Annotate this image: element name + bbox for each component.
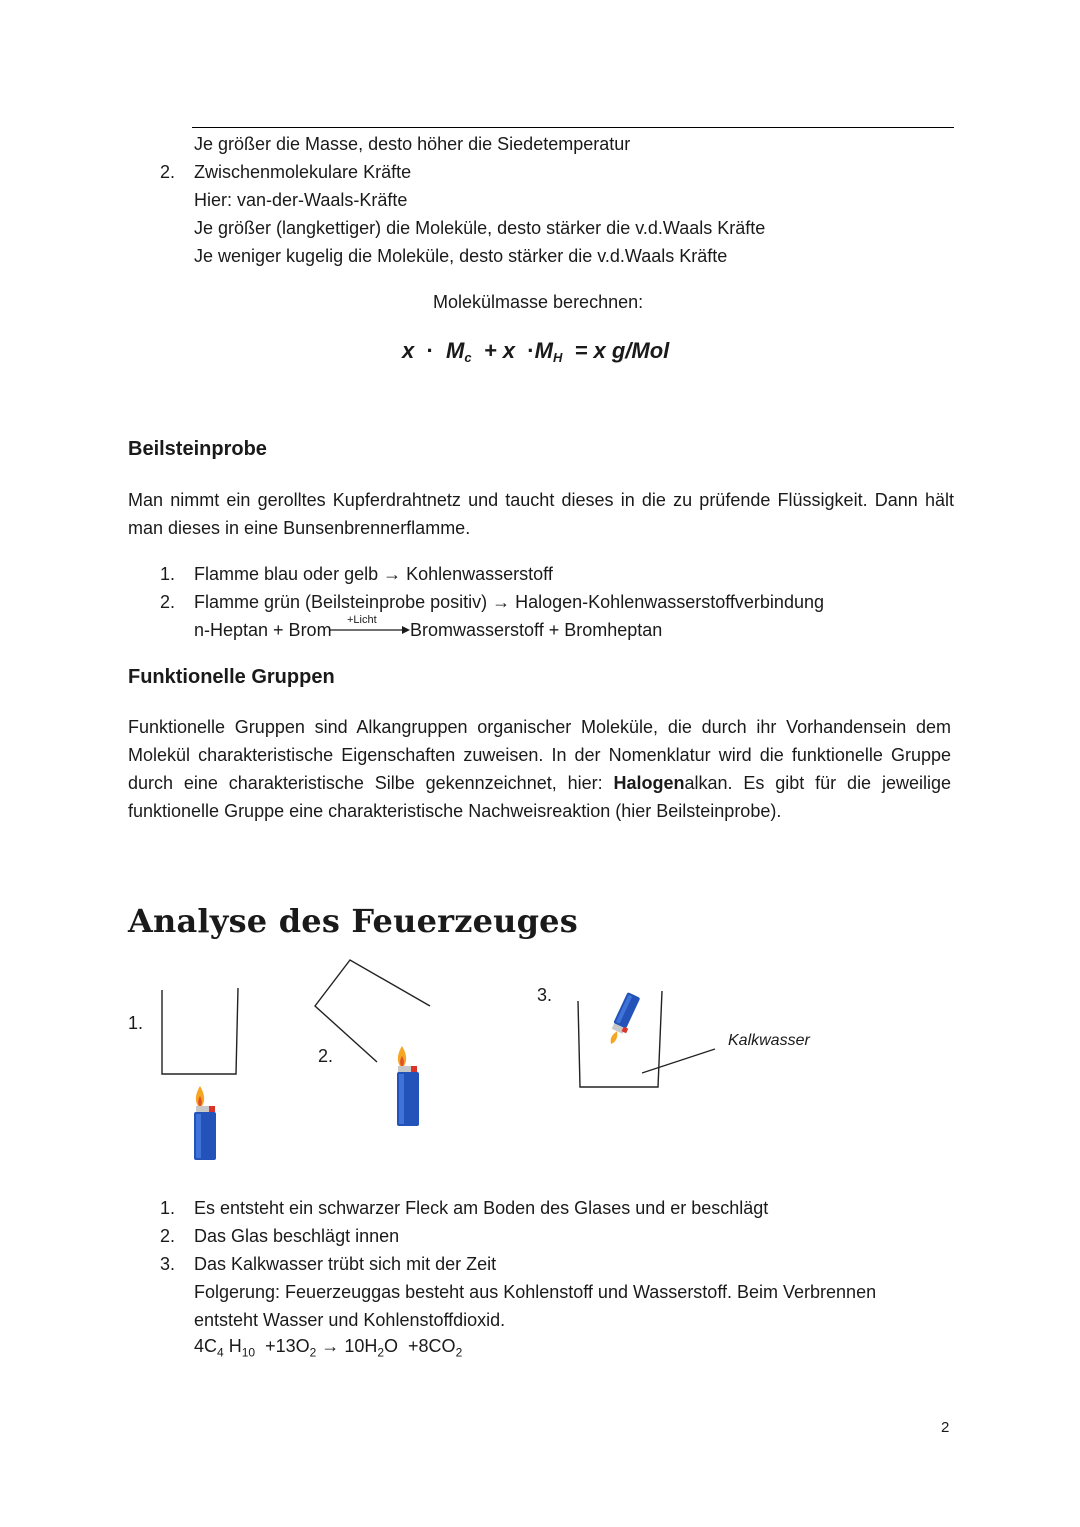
intermolecular-forces-title: Zwischenmolekulare Kräfte: [194, 162, 412, 182]
analysis-result-3: Das Kalkwasser trübt sich mit der Zeit: [194, 1254, 497, 1274]
list-number: 1.: [160, 564, 176, 584]
conclusion-line-1: Folgerung: Feuerzeuggas besteht aus Kohlenstoff und Wasserstoff. Beim Verbrennen: [194, 1282, 877, 1302]
figure-1-label: 1.: [128, 1013, 144, 1033]
combustion-equation: $4C_4$ $H_{10} +13O_2 \to 10H_2O +8CO_2$: [194, 1336, 463, 1360]
list-number: 3.: [160, 1254, 176, 1274]
lighter-icon: [194, 1086, 216, 1160]
van-der-waals-line: Hier: van-der-Waals-Kräfte: [194, 190, 408, 210]
list-number: 2.: [160, 162, 176, 182]
list-number: 1.: [160, 1198, 176, 1218]
pointer-line: [642, 1049, 715, 1073]
molecular-mass-formula: $x \cdot M_c + x \cdot M_H = x$ g/Mol: [402, 338, 670, 365]
top-rule: [192, 127, 954, 128]
reaction-condition: +Licht: [347, 614, 377, 626]
beilstein-result-2: Flamme grün (Beilsteinprobe positiv) → Halogen-Kohlenwasserstoffverbindung: [194, 592, 824, 612]
analysis-result-2: Das Glas beschlägt innen: [194, 1226, 400, 1246]
list-number: 2.: [160, 1226, 176, 1246]
beaker-icon: [578, 991, 662, 1087]
molecular-mass-label: Molekülmasse berechnen:: [433, 292, 644, 312]
spherical-line: Je weniger kugelig die Moleküle, desto stärker die v.d.Waals Kräfte: [194, 246, 728, 266]
reaction-reactants: n-Heptan + Brom: [194, 620, 332, 640]
beilstein-heading: Beilsteinprobe: [128, 438, 267, 460]
mass-boiling-line: Je größer die Masse, desto höher die Siedetemperatur: [194, 134, 631, 154]
beilstein-result-1: Flamme blau oder gelb → Kohlenwasserstoff: [194, 564, 553, 584]
beilstein-paragraph: Man nimmt ein gerolltes Kupferdrahtnetz und taucht dieses in die zu prüfende Flüssigkeit. Dann hält man dieses in eine Bunsenbrennerflamme.: [128, 490, 954, 538]
figure-2-label: 2.: [318, 1046, 334, 1066]
lighter-icon: [605, 992, 642, 1048]
functional-groups-paragraph: Funktionelle Gruppen sind Alkangruppen organischer Moleküle, die durch ihr Vorhandensein dem Molekül charakteristische Eigenschaften zuweisen. In der Nomenklatur wird die funktionelle Gruppe durch eine charakteristische Silbe gekennzeichnet, hier: Halogenalkan. Es gibt für die jeweilige funktionelle Gruppe eine charakteristische Nachweisreaktion (hier Beilsteinprobe).: [128, 717, 951, 821]
figure-3-glass-with-limewater: [570, 985, 720, 1095]
figure-3-label: 3.: [537, 985, 553, 1005]
analysis-result-1: Es entsteht ein schwarzer Fleck am Boden des Glases und er beschlägt: [194, 1198, 769, 1218]
figure-1-glass-over-flame: [150, 980, 250, 1170]
lighter-icon: [397, 1046, 419, 1126]
limewater-label: Kalkwasser: [728, 1032, 810, 1049]
beaker-icon: [162, 988, 238, 1074]
chain-length-line: Je größer (langkettiger) die Moleküle, desto stärker die v.d.Waals Kräfte: [194, 218, 766, 238]
reaction-products: Bromwasserstoff + Bromheptan: [410, 620, 663, 640]
reaction-arrow: [330, 624, 410, 636]
conclusion-line-2: entsteht Wasser und Kohlenstoffdioxid.: [194, 1310, 506, 1330]
functional-groups-heading: Funktionelle Gruppen: [128, 666, 335, 688]
list-number: 2.: [160, 592, 176, 612]
page-number: 2: [941, 1419, 950, 1436]
analysis-heading: Analyse des Feuerzeuges: [128, 902, 578, 940]
